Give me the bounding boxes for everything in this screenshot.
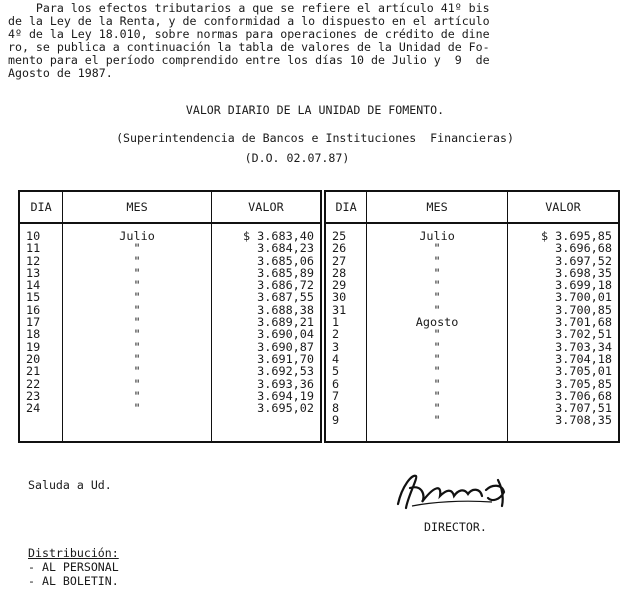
table-row (325, 414, 619, 441)
cell-valor (211, 414, 321, 441)
table-row (325, 242, 619, 254)
uf-table-left (18, 190, 322, 443)
cell-mes: " (367, 365, 508, 377)
table-row (325, 223, 619, 242)
cell-dia: 2 (332, 327, 340, 342)
table-header-row (19, 191, 321, 223)
cell-mes: " (367, 402, 508, 414)
signature-role: DIRECTOR. (424, 520, 487, 534)
cell-dia: 8 (332, 401, 340, 416)
intro-line: Para los efectos tributarios a que se refiere el artículo 41º bis (8, 1, 490, 15)
cell-mes: " (63, 316, 212, 328)
cell-mes: " (63, 365, 212, 377)
cell-dia: 29 (332, 278, 347, 293)
cell-valor: 3.685,06 (211, 255, 321, 267)
cell-mes: " (367, 279, 508, 291)
table-row (19, 414, 321, 441)
document-subtitle: (Superintendencia de Bancos e Instituciones Financieras) (116, 131, 514, 145)
cell-valor: 3.692,53 (211, 365, 321, 377)
cell-valor: 3.689,21 (211, 316, 321, 328)
cell-mes: " (63, 267, 212, 279)
table-row (325, 328, 619, 340)
cell-mes: " (63, 390, 212, 402)
cell-valor: 3.684,23 (211, 242, 321, 254)
cell-valor: 3.698,35 (507, 267, 619, 279)
cell-dia: 21 (26, 364, 41, 379)
table-row (19, 402, 321, 414)
intro-line: Agosto de 1987. (8, 66, 113, 80)
cell-dia: 6 (332, 376, 340, 391)
closing-text: Saluda a Ud. (28, 478, 112, 492)
cell-dia: 31 (332, 302, 347, 317)
cell-mes: " (63, 328, 212, 340)
table-row (325, 291, 619, 303)
header-mes: MES (63, 191, 212, 223)
cell-valor: 3.699,18 (507, 279, 619, 291)
cell-dia: 10 (26, 229, 41, 243)
cell-valor: 3.686,72 (211, 279, 321, 291)
header-mes: MES (367, 191, 508, 223)
cell-dia: 17 (26, 315, 41, 330)
cell-valor: 3.706,68 (507, 390, 619, 402)
cell-dia: 7 (332, 388, 340, 403)
cell-mes: " (63, 341, 212, 353)
table-row (325, 378, 619, 390)
cell-dia: 18 (26, 327, 41, 342)
cell-valor: 3.696,68 (507, 242, 619, 254)
cell-mes: " (63, 255, 212, 267)
intro-paragraph (8, 2, 622, 80)
cell-mes: " (63, 378, 212, 390)
cell-valor: 3.704,18 (507, 353, 619, 365)
table-row (325, 365, 619, 377)
cell-dia: 23 (26, 388, 41, 403)
header-dia: DIA (325, 191, 367, 223)
cell-mes: " (367, 390, 508, 402)
cell-valor: $ 3.683,40 (211, 223, 321, 242)
cell-valor: 3.688,38 (211, 304, 321, 316)
table-row (19, 365, 321, 377)
cell-mes: " (63, 291, 212, 303)
cell-dia: 9 (332, 413, 340, 428)
cell-valor: 3.701,68 (507, 316, 619, 328)
table-row (19, 378, 321, 390)
table-row (19, 242, 321, 254)
header-valor: VALOR (507, 191, 619, 223)
cell-mes: " (367, 242, 508, 254)
cell-dia: 16 (26, 302, 41, 317)
distribution-title: Distribución: (28, 546, 119, 560)
cell-valor: 3.708,35 (507, 414, 619, 441)
cell-mes: Agosto (367, 316, 508, 328)
table-row (19, 328, 321, 340)
cell-dia: 1 (332, 315, 340, 330)
distribution-item: - AL BOLETIN. (28, 574, 119, 588)
cell-mes: " (367, 304, 508, 316)
cell-valor: 3.691,70 (211, 353, 321, 365)
cell-dia: 30 (332, 290, 347, 305)
cell-mes: " (367, 267, 508, 279)
cell-dia: 25 (332, 229, 347, 243)
header-valor: VALOR (211, 191, 321, 223)
cell-mes: " (367, 328, 508, 340)
cell-mes: " (367, 291, 508, 303)
cell-mes: " (63, 279, 212, 291)
cell-dia: 26 (332, 241, 347, 256)
cell-valor: 3.703,34 (507, 341, 619, 353)
cell-mes: " (367, 414, 508, 441)
cell-dia: 15 (26, 290, 41, 305)
cell-valor: 3.705,85 (507, 378, 619, 390)
intro-line: de la Ley de la Renta, y de conformidad a lo dispuesto en el artículo (8, 14, 490, 28)
cell-mes: " (63, 304, 212, 316)
cell-mes: Julio (367, 223, 508, 242)
cell-dia: 14 (26, 278, 41, 293)
cell-valor: 3.707,51 (507, 402, 619, 414)
distribution-item: - AL PERSONAL (28, 560, 119, 574)
cell-valor: 3.694,19 (211, 390, 321, 402)
document-title: VALOR DIARIO DE LA UNIDAD DE FOMENTO. (185, 103, 445, 117)
cell-valor: 3.695,02 (211, 402, 321, 414)
cell-mes: " (63, 402, 212, 414)
cell-dia: 11 (26, 241, 41, 256)
intro-line: mento para el período comprendido entre los días 10 de Julio y 9 de (8, 53, 490, 67)
cell-dia: 28 (332, 265, 347, 280)
cell-mes: " (367, 353, 508, 365)
cell-mes: " (367, 255, 508, 267)
cell-dia: 12 (26, 253, 41, 268)
intro-line: ro, se publica a continuación la tabla de valores de la Unidad de Fo- (8, 40, 490, 54)
cell-dia: 22 (26, 376, 41, 391)
cell-dia: 13 (26, 265, 41, 280)
cell-dia: 24 (26, 401, 41, 416)
cell-dia: 19 (26, 339, 41, 354)
cell-valor: 3.693,36 (211, 378, 321, 390)
cell-mes: " (367, 378, 508, 390)
cell-mes: " (63, 353, 212, 365)
cell-valor: 3.700,85 (507, 304, 619, 316)
cell-mes: " (63, 242, 212, 254)
cell-valor: 3.687,55 (211, 291, 321, 303)
cell-mes (63, 414, 212, 441)
cell-valor: 3.690,87 (211, 341, 321, 353)
cell-valor: 3.697,52 (507, 255, 619, 267)
cell-dia: 27 (332, 253, 347, 268)
cell-dia: 3 (332, 339, 340, 354)
cell-valor: 3.685,89 (211, 267, 321, 279)
cell-valor: 3.690,04 (211, 328, 321, 340)
cell-valor: 3.705,01 (507, 365, 619, 377)
table-row (19, 291, 321, 303)
cell-valor: $ 3.695,85 (507, 223, 619, 242)
cell-dia: 4 (332, 351, 340, 366)
date-reference: (D.O. 02.07.87) (244, 151, 350, 165)
cell-valor: 3.700,01 (507, 291, 619, 303)
cell-valor: 3.702,51 (507, 328, 619, 340)
intro-line: 4º de la Ley 18.010, sobre normas para operaciones de crédito de dine (8, 27, 490, 41)
table-header-row (325, 191, 619, 223)
cell-mes: " (367, 341, 508, 353)
uf-table-right (324, 190, 620, 443)
table-row (19, 223, 321, 242)
cell-mes: Julio (63, 223, 212, 242)
cell-dia: 20 (26, 351, 41, 366)
header-dia: DIA (19, 191, 63, 223)
signature (392, 466, 532, 514)
cell-dia: 5 (332, 364, 340, 379)
cell-dia (19, 414, 63, 441)
